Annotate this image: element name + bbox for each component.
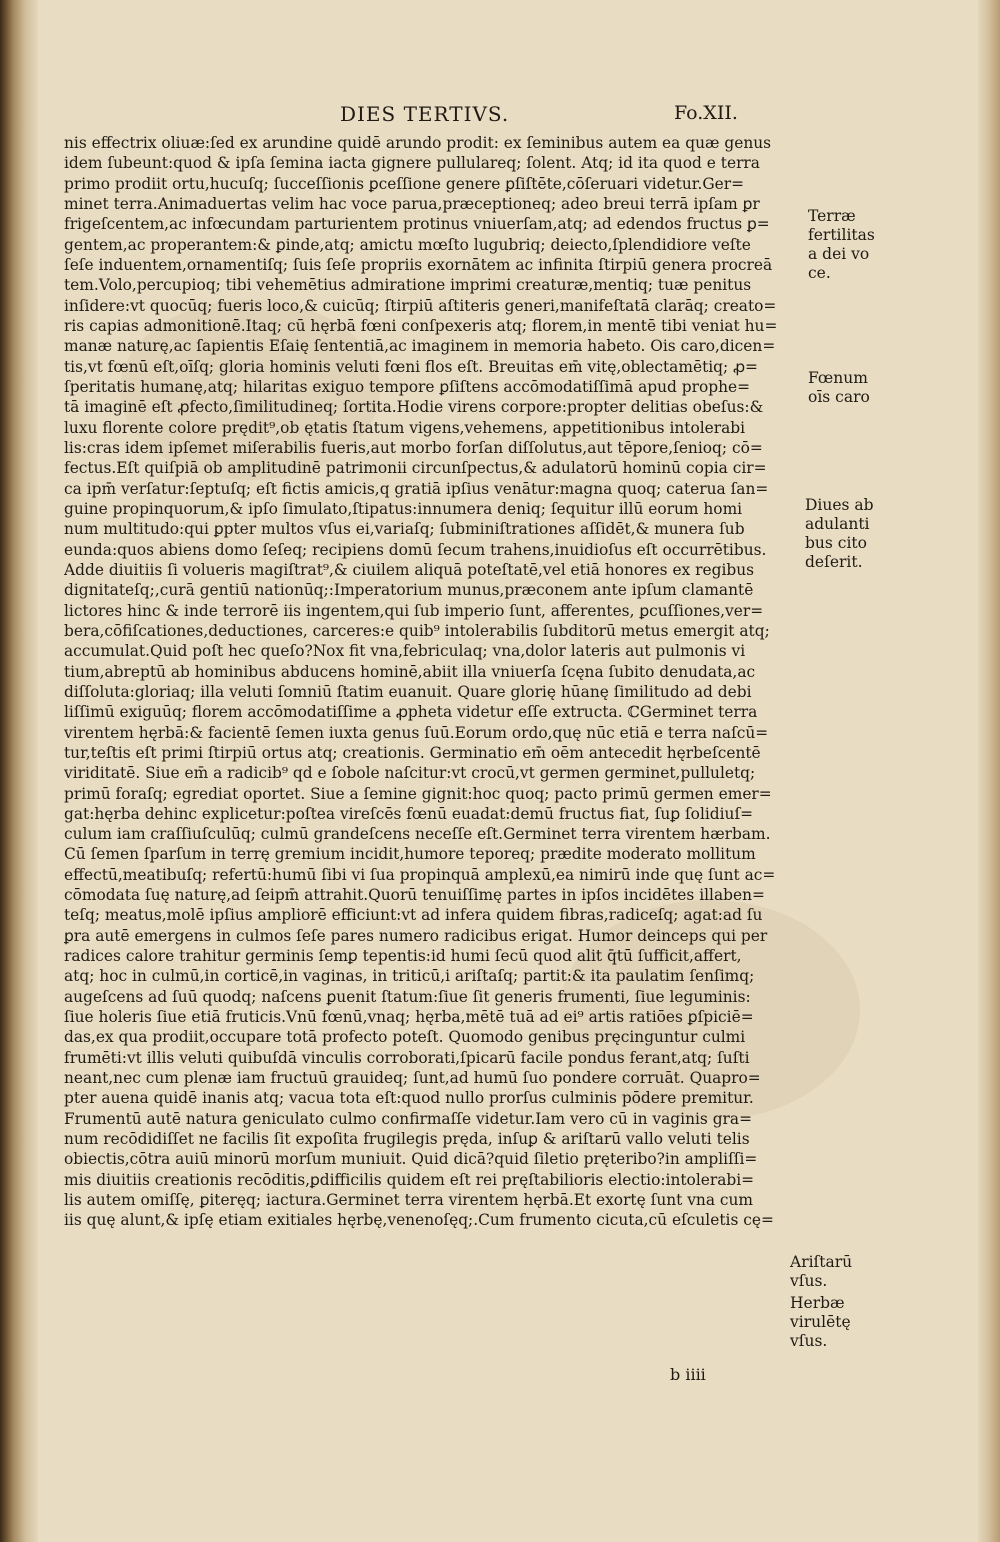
marginal-note-line: Herbæ bbox=[790, 1294, 845, 1312]
text-line: ca ipm̄ verſatur:ſeptuſq; eſt fictis amicis,q gratiā ipſius venātur:magna quoq; caterua ſan= bbox=[64, 479, 769, 498]
text-line: frigeſcentem,ac infœcundam parturientem protinus vniuerſam,atq; ad edendos fructus ꝑ= bbox=[64, 215, 770, 234]
text-line: minet terra.Animaduertas velim hac voce parua,præceptioneq; adeo breui terrā ipſam ꝑr bbox=[64, 194, 760, 213]
running-title: DIES TERTIVS. bbox=[340, 102, 510, 126]
text-line: accumulat.Quid poſt hec queſo?Nox fit vna,febriculaq; vna,dolor lateris aut pulmonis vi bbox=[64, 642, 746, 661]
marginal-note-line: virulētę bbox=[790, 1313, 851, 1331]
text-line: bera,cōfiſcationes,deductiones, carceres:e quib⁹ intolerabilis ſubditorū metus emergit atq; bbox=[64, 621, 770, 640]
text-line: gentem,ac properantem:& ꝑinde,atq; amictu mœſto lugubriq; deiecto,ſplendidiore veſte bbox=[64, 235, 751, 254]
text-line: diſſoluta:gloriaq; illa veluti ſomniū ſtatim euanuit. Quare glorię hūanę ſimilitudo ad debi bbox=[64, 682, 752, 701]
page-header bbox=[340, 102, 770, 132]
text-line: frumēti:vt illis veluti quibuſdā vinculis corroborati,ſpicarū facile pondus ferant,atq; ſuſti bbox=[64, 1048, 750, 1067]
marginal-note bbox=[808, 207, 898, 283]
text-line: obiectis,cōtra auiū minorū morſum muniuit. Quid dicā?quid ſiletio pręteribo?in ampliſſi= bbox=[64, 1150, 758, 1169]
text-line: nis effectrix oliuæ:ſed ex arundine quidē arundo prodit: ex ſeminibus autem ea quæ genus bbox=[64, 134, 772, 152]
text-line: liſſimū exiguūq; florem accōmodatiſſime a ꝓpheta videtur eſſe extructa. ℂGerminet terra bbox=[64, 703, 758, 722]
text-line: pter auena quidē inanis atq; vacua tota eſt:quod nullo prorſus culminis pōdere premitur. bbox=[64, 1089, 754, 1108]
folio-number: Fo.XII. bbox=[674, 102, 738, 124]
text-line: eunda:quos abiens domo ſeſeq; recipiens domū ſecum trahens,inuidioſus eſt occurrētibus. bbox=[64, 540, 767, 559]
text-line: atq; hoc in culmū,in corticē,in vaginas, in triticū,i ariſtaſq; partit:& ita paulatim ſenſimq; bbox=[64, 967, 755, 986]
text-line: fectus.Eſt quiſpiā ob amplitudinē patrimonii circunſpectus,& adulatorū hominū copia cir= bbox=[64, 459, 767, 478]
text-line: lis autem omiſſę, ꝑiteręq; iactura.Germinet terra virentem hęrbā.Et exortę ſunt vna cum bbox=[64, 1191, 754, 1210]
marginal-note-line: adulanti bbox=[805, 515, 870, 533]
marginal-note bbox=[790, 1294, 880, 1351]
text-line: tem.Volo,percupioq; tibi vehemētius admiratione imprimi creaturæ,mentiq; tuæ penitus bbox=[64, 276, 752, 295]
text-line: tium,abreptū ab hominibus abducens hominē,abiit illa vniuerſa ſcęna ſubito denudata,ac bbox=[64, 662, 756, 681]
text-line: idem ſubeunt:quod & ipſa ſemina iacta gignere pullulareq; ſolent. Atq; id ita quod e terra bbox=[64, 154, 760, 173]
text-line: guine propinquorum,& ipſo ſimulato,ſtipatus:innumera deniq; ſequitur illū eorum homi bbox=[64, 499, 743, 518]
text-line: teſq; meatus,molē ipſius ampliorē efficiunt:vt ad infera quidem fibras,radiceſq; agat:ad ſu bbox=[64, 906, 763, 925]
book-gutter bbox=[0, 0, 38, 1542]
text-line: primo prodiit ortu,hucuſq; ſucceſſionis ꝑceſſione genere ꝑſiſtēte,cōſeruari videtur.Ger= bbox=[64, 174, 744, 193]
text-line: Cū ſemen ſparſum in terrę gremium incidit,humore teporeq; prædite moderato mollitum bbox=[64, 845, 756, 864]
text-line: cōmodata ſuę naturę,ad ſeipm̄ attrahit.Quorū tenuiſſimę partes in ipſos incidētes illaben= bbox=[64, 886, 765, 905]
text-line: inſidere:vt quocūq; fueris loco,& cuicūq; ſtirpiū aſtiteris generi,manifeſtatā clarāq; creato= bbox=[64, 296, 777, 315]
text-line: culum iam craſſiuſculūq; culmū grandeſcens neceſſe eſt.Germinet terra virentem hærbam. bbox=[64, 825, 771, 844]
text-line: lis:cras idem ipſemet miſerabilis fueris,aut morbo forſan diſſolutus,aut tēpore,ſenioq; cō= bbox=[64, 438, 763, 457]
text-line: neant,nec cum plenæ iam fructuū grauideq; ſunt,ad humū ſuo pondere corruāt. Quapro= bbox=[64, 1069, 761, 1088]
marginal-note-line: deſerit. bbox=[805, 553, 863, 571]
marginal-note-line: Terræ bbox=[808, 207, 856, 225]
text-line: ſiue holeris ſiue etiā fruticis.Vnū fœnū,vnaq; hęrba,mētē tuā ad ei⁹ artis ratiōes ꝑſpiciē= bbox=[64, 1008, 754, 1027]
text-line: gat:hęrba dehinc explicetur:poſtea vireſcēs fœnū euadat:demū fructus fiat, ſuꝑ ſolidiuſ= bbox=[64, 804, 754, 823]
marginal-note-line: Fœnum bbox=[808, 369, 868, 387]
text-line: effectū,meatibuſq; refertū:humū ſibi vi ſua propinquā amplexū,ea nimirū inde quę ſunt ac= bbox=[64, 865, 776, 884]
text-line: augeſcens ad ſuū quodq; naſcens ꝑuenit ſtatum:ſiue ſit generis frumenti, ſiue leguminis: bbox=[64, 987, 751, 1006]
marginal-note-line: oīs caro bbox=[808, 388, 870, 406]
text-line: iis quę alunt,& ipſę etiam exitiales hęrbę,venenoſęq;.Cum frumento cicuta,cū eſculetis cę= bbox=[64, 1211, 774, 1230]
body-text bbox=[64, 133, 796, 1231]
text-line: luxu florente colore prędit⁹,ob ętatis ſtatum vigens,vehemens, appetitionibus intolerabi bbox=[64, 418, 746, 437]
signature-mark: b iiii bbox=[670, 1365, 706, 1384]
text-line: manæ naturę,ac ſapientis Eſaię ſententiā,ac imaginem in memoria habeto. Ois caro,dicen= bbox=[64, 337, 776, 356]
text-line: viriditatē. Siue em̄ a radicib⁹ qd e ſobole naſcitur:vt crocū,vt germen germinet,pulluletq; bbox=[64, 764, 756, 783]
marginal-note-line: ce. bbox=[808, 264, 831, 282]
text-line: ꝑra autē emergens in culmos ſeſe pares numero radicibus erigat. Humor deinceps qui per bbox=[64, 926, 768, 945]
text-line: das,ex qua prodiit,occupare totā profecto poteſt. Quomodo genibus pręcinguntur culmi bbox=[64, 1028, 746, 1047]
text-line: primū foraſq; egrediat oportet. Siue a ſemine gignit:hoc quoq; pacto primū germen emer= bbox=[64, 784, 772, 803]
text-line: mis diuitiis creationis recōditis,ꝑdifficilis quidem eſt rei pręſtabilioris electio:intolerabi= bbox=[64, 1170, 755, 1189]
marginal-note bbox=[805, 496, 895, 572]
marginal-note bbox=[790, 1253, 880, 1291]
text-line: tur,teſtis eſt primi ſtirpiū ortus atq; creationis. Germinatio em̄ oēm antecedit hęrbeſcentē bbox=[64, 743, 761, 762]
text-line: ſperitatis humanę,atq; hilaritas exiguo tempore ꝑſiſtens accōmodatiſſimā apud prophe= bbox=[64, 377, 751, 396]
text-line: radices calore trahitur germinis ſemꝑ tepentis:id humi ſecū quod alit q̄tū ſufficit,affert, bbox=[64, 947, 742, 966]
marginal-note-line: fertilitas bbox=[808, 226, 875, 244]
text-line: ſeſe induentem,ornamentiſq; ſuis ſeſe propriis exornātem ac infinita ſtirpiū genera procreā bbox=[64, 255, 773, 274]
marginal-note bbox=[808, 369, 898, 407]
marginal-note-line: vſus. bbox=[790, 1332, 828, 1350]
page-edge bbox=[978, 0, 1000, 1542]
text-line: dignitateſq;,curā gentiū nationūq;:Imperatorium munus,præconem ante ipſum clamantē bbox=[64, 581, 754, 600]
text-line: tā imaginē eſt ꝓfecto,ſimilitudineq; ſortita.Hodie virens corpore:propter delitias obeſus:& bbox=[64, 398, 764, 417]
text-line: Adde diuitiis ſi volueris magiſtrat⁹,& ciuilem aliquā poteſtatē,vel etiā honores ex regibus bbox=[64, 560, 755, 579]
marginal-note-line: Ariſtarū bbox=[790, 1253, 853, 1271]
marginal-note-line: bus cito bbox=[805, 534, 867, 552]
text-line: tis,vt fœnū eſt,oīſq; gloria hominis veluti fœni flos eſt. Breuitas em̄ vitę,oblectamētiq; ꝓ= bbox=[64, 357, 758, 376]
text-line: ris capias admonitionē.Itaq; cū hęrbā fœni conſpexeris atq; florem,in mentē tibi veniat hu= bbox=[64, 316, 778, 335]
text-line: virentem hęrbā:& facientē ſemen iuxta genus ſuū.Eorum ordo,quę nūc etiā e terra naſcū= bbox=[64, 723, 769, 742]
text-line: lictores hinc & inde terrorē iis ingentem,qui ſub imperio ſunt, afferentes, ꝑcuſſiones,ver= bbox=[64, 601, 764, 620]
marginal-note-line: Diues ab bbox=[805, 496, 874, 514]
text-line: num recōdidiſſet ne facilis ſit expoſita frugilegis pręda, inſuꝑ & ariſtarū vallo veluti telis bbox=[64, 1130, 750, 1149]
marginal-note-line: a dei vo bbox=[808, 245, 870, 263]
text-line: Frumentū autē natura geniculato culmo confirmaſſe videtur.Iam vero cū in vaginis gra= bbox=[64, 1109, 752, 1128]
text-line: num multitudo:qui ꝑpter multos vſus ei,variaſq; ſubminiſtrationes aſſidēt,& munera ſub bbox=[64, 520, 745, 539]
marginal-note-line: vſus. bbox=[790, 1272, 828, 1290]
